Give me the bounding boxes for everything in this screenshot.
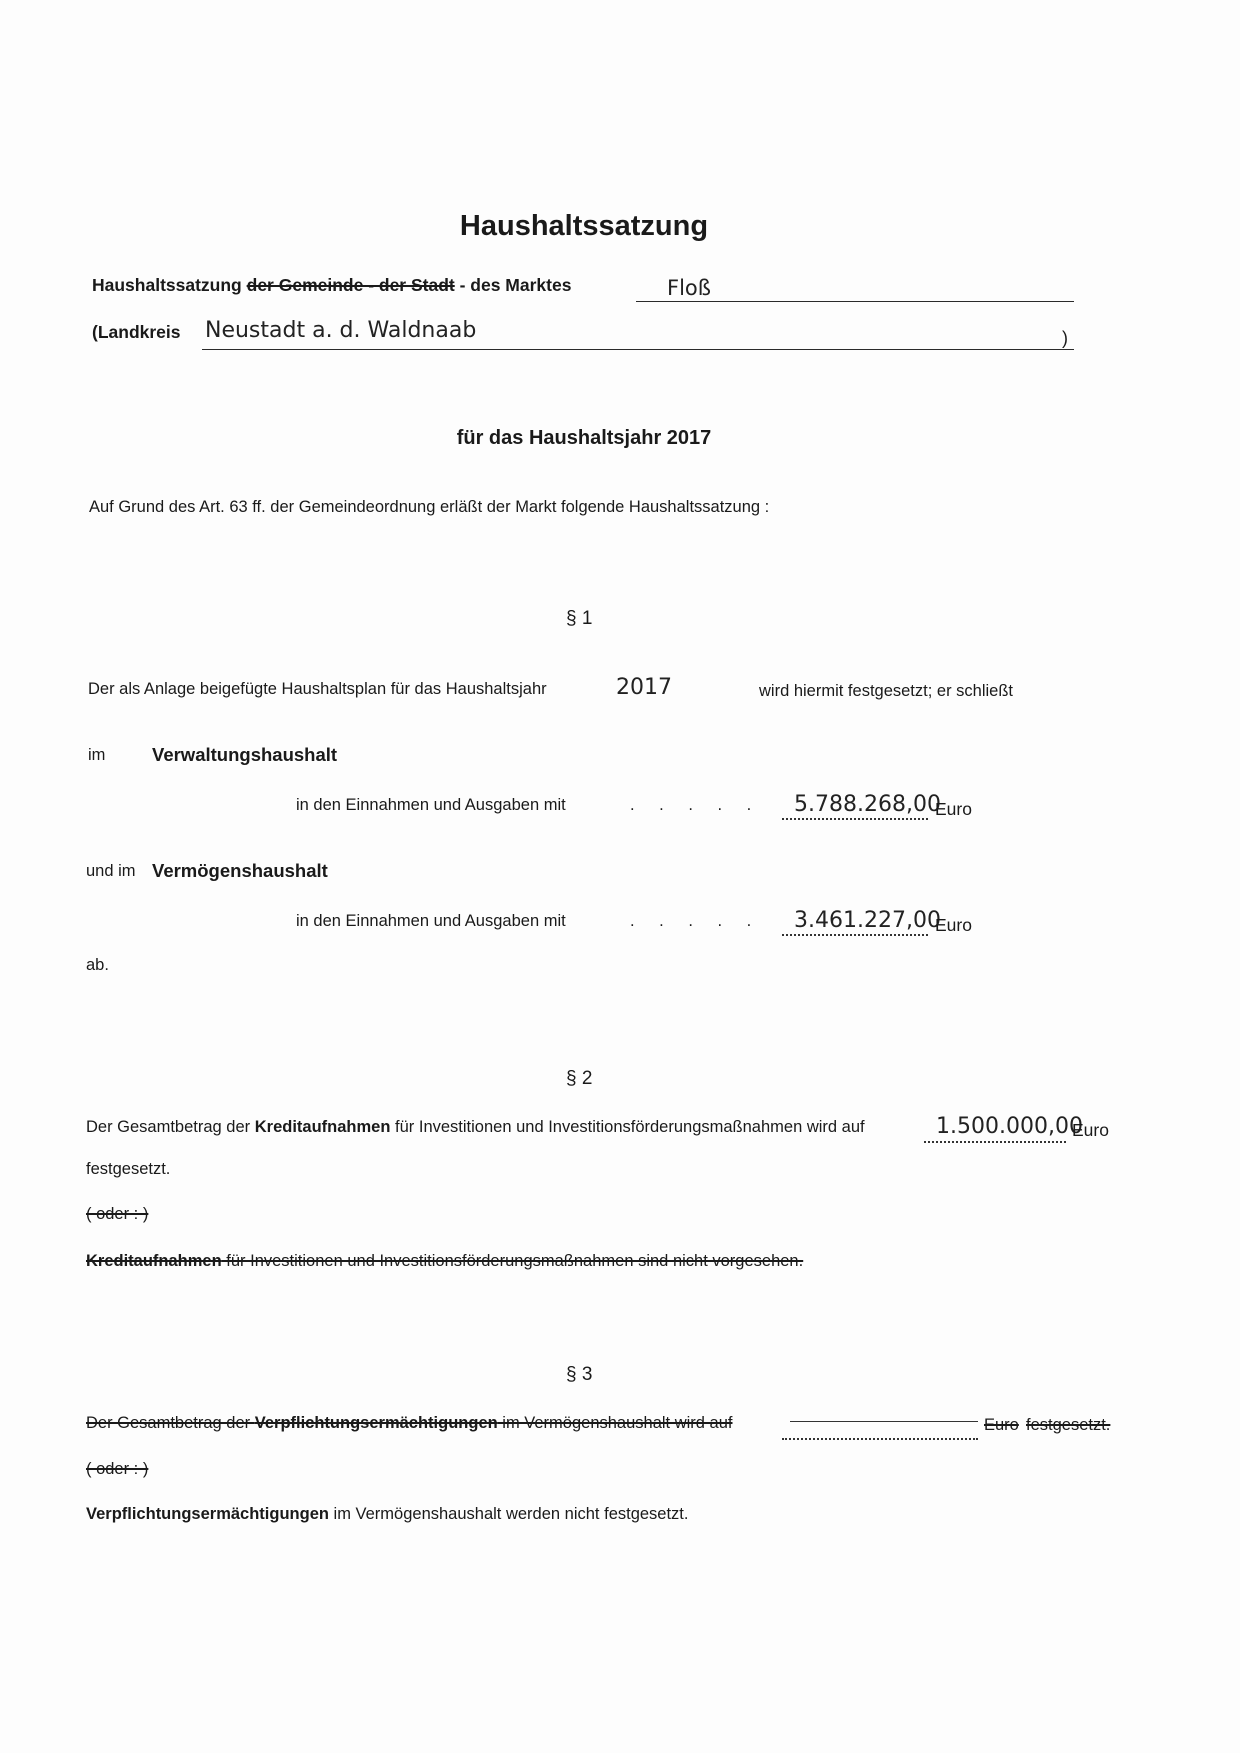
vw-label: Verwaltungshaushalt xyxy=(152,744,338,765)
s3-text-a: Der Gesamtbetrag der xyxy=(86,1414,255,1432)
s3-text xyxy=(86,1414,733,1433)
s1-line-end: wird hiermit festgesetzt; er schließt xyxy=(759,682,1013,700)
s2-alt-rest: für Investitionen und Investitionsförderungsmaßnahmen sind nicht vorgesehen. xyxy=(221,1252,804,1270)
vw-text: in den Einnahmen und Ausgaben mit xyxy=(296,796,566,814)
s2-currency: Euro xyxy=(1072,1120,1109,1140)
s2-text-a: Der Gesamtbetrag der xyxy=(86,1118,255,1136)
municipality-field: Floß xyxy=(667,276,711,300)
s2-alternative xyxy=(86,1252,803,1271)
s3-oder: ( oder : ) xyxy=(86,1460,149,1478)
section-3-heading: § 3 xyxy=(566,1364,593,1385)
s2-alt-bold: Kreditaufnahmen xyxy=(86,1252,222,1270)
vw-dots: . . . . . xyxy=(630,796,762,814)
header-suffix: - des Marktes xyxy=(454,275,572,295)
vw-amount: 5.788.268,00 xyxy=(794,792,941,817)
s3-final xyxy=(86,1505,688,1524)
landkreis-field: Neustadt a. d. Waldnaab xyxy=(205,318,477,343)
vw-amount-dotline xyxy=(782,818,928,820)
s3-amount-dotline xyxy=(782,1438,978,1440)
s1-year: 2017 xyxy=(616,675,672,700)
header-line xyxy=(92,275,571,296)
s1-closing: ab. xyxy=(86,956,109,974)
s3-text-c: im Vermögenshaushalt wird auf xyxy=(497,1414,733,1432)
fiscal-year-line: für das Haushaltsjahr 2017 xyxy=(456,427,712,449)
s2-text-bold: Kreditaufnahmen xyxy=(254,1118,391,1136)
s1-line-start: Der als Anlage beigefügte Haushaltsplan für das Haushaltsjahr xyxy=(88,680,547,698)
s3-festgesetzt: festgesetzt. xyxy=(1026,1416,1111,1434)
landkreis-label: (Landkreis xyxy=(92,322,181,342)
vw-currency: Euro xyxy=(935,799,972,819)
s3-currency: Euro xyxy=(984,1416,1019,1434)
s2-oder: ( oder : ) xyxy=(86,1205,149,1223)
vw-prefix: im xyxy=(88,746,106,764)
section-1-heading: § 1 xyxy=(566,608,593,629)
landkreis-close-paren: ) xyxy=(1062,328,1068,348)
s2-amount-dotline xyxy=(924,1141,1066,1143)
s3-amount-blank-line xyxy=(790,1421,978,1422)
section-2-heading: § 2 xyxy=(566,1068,593,1089)
page-title: Haushaltssatzung xyxy=(459,210,709,242)
header-struck-text: der Gemeinde - der Stadt xyxy=(246,275,455,295)
s2-text-c: für Investitionen und Investitionsförderungsmaßnahmen wird auf xyxy=(390,1118,865,1136)
vm-dots: . . . . . xyxy=(630,912,762,930)
vm-currency: Euro xyxy=(935,915,972,935)
intro-text: Auf Grund des Art. 63 ff. der Gemeindeordnung erläßt der Markt folgende Haushaltssatzung : xyxy=(89,498,770,516)
landkreis-underline xyxy=(202,349,1074,350)
s2-amount: 1.500.000,00 xyxy=(936,1114,1083,1139)
vm-text: in den Einnahmen und Ausgaben mit xyxy=(296,912,566,930)
s3-text-bold: Verpflichtungsermächtigungen xyxy=(254,1414,498,1432)
s3-final-bold: Verpflichtungsermächtigungen xyxy=(86,1505,329,1523)
s3-final-rest: im Vermögenshaushalt werden nicht festgesetzt. xyxy=(328,1505,689,1523)
municipality-underline xyxy=(636,301,1074,302)
s2-festgesetzt: festgesetzt. xyxy=(86,1160,171,1178)
vm-prefix: und im xyxy=(86,862,136,880)
vm-label: Vermögenshaushalt xyxy=(152,860,328,881)
s2-text xyxy=(86,1118,865,1137)
vm-amount: 3.461.227,00 xyxy=(794,908,941,933)
header-prefix: Haushaltssatzung xyxy=(92,275,247,295)
vm-amount-dotline xyxy=(782,934,928,936)
